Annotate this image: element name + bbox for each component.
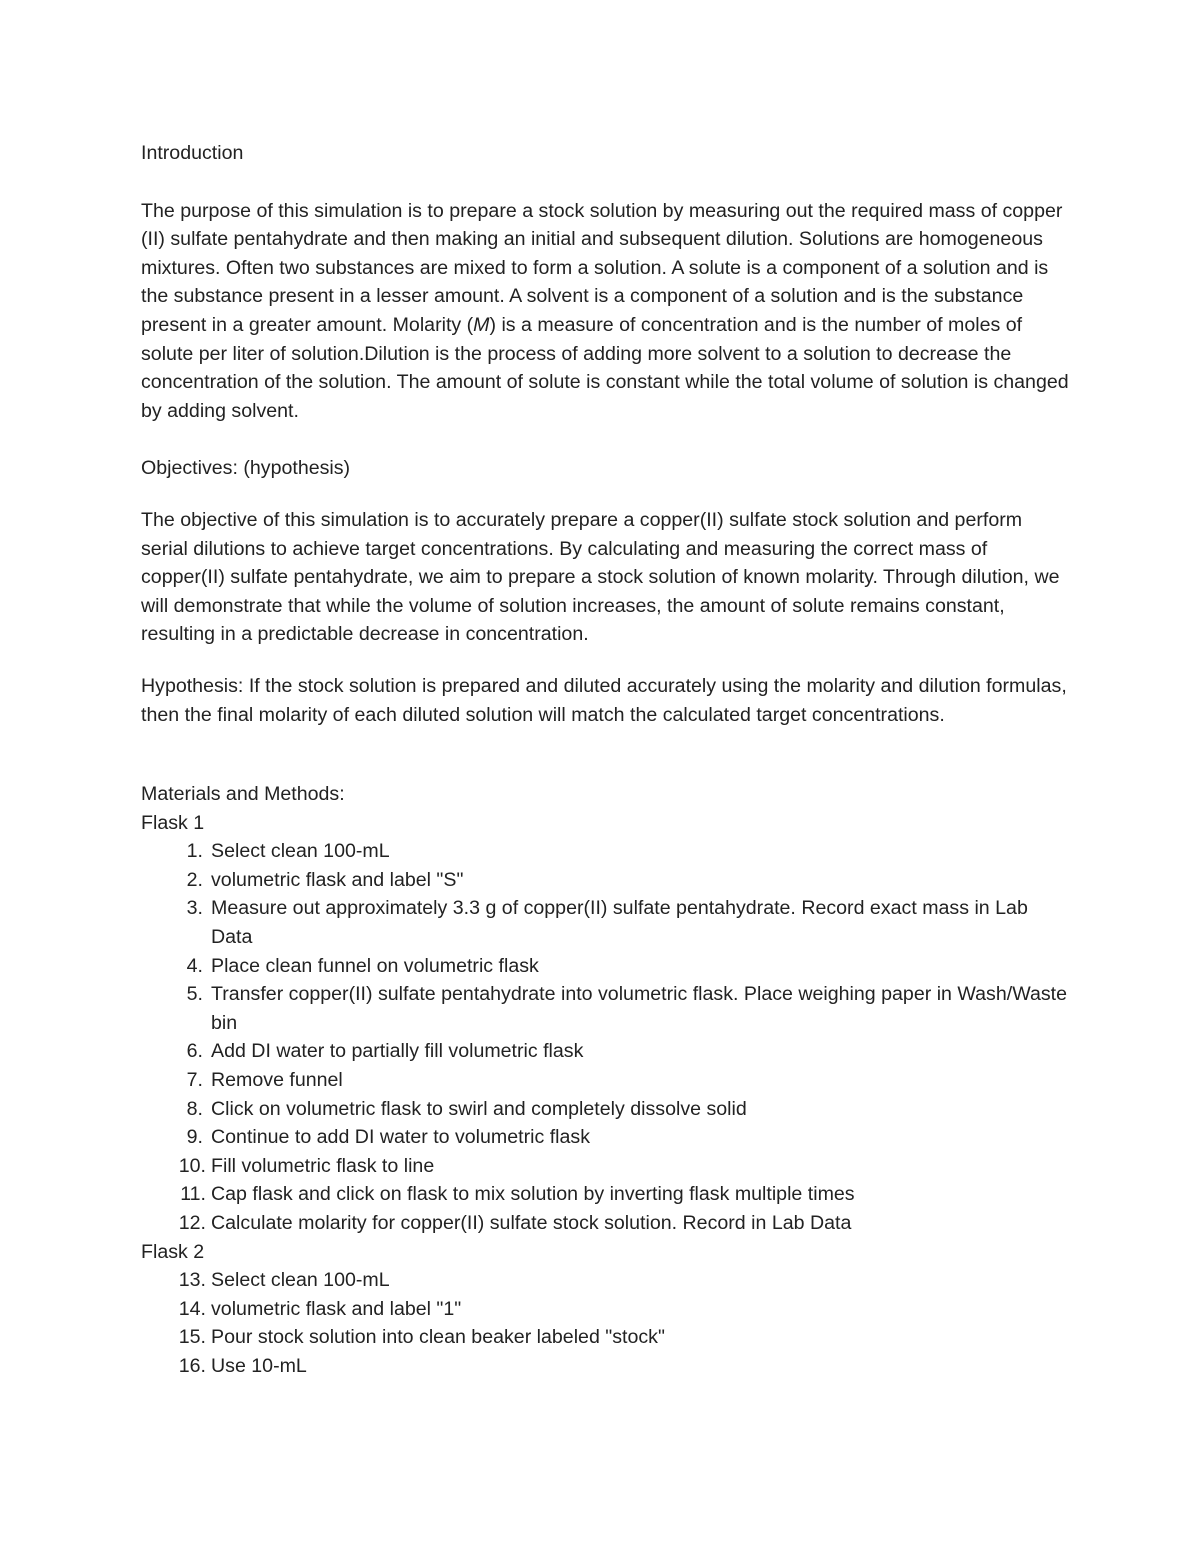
step-text: Use 10-mL <box>211 1354 307 1377</box>
step-number: 2. <box>186 868 203 891</box>
step-number: 12. <box>178 1212 206 1234</box>
list-item <box>141 1123 1071 1152</box>
list-item <box>141 1152 1071 1181</box>
step-text: volumetric flask and label "1" <box>211 1297 462 1320</box>
introduction-text-part1: The purpose of this simulation is to prepare a stock solution by measuring out the required mass of copper (II) sulfate pentahydrate and then making an initial and subsequent dilution. Solutions are homogeneous mixtures. Often two substances are mixed to form a solution. A solute is a component of a solution and is the substance present in a lesser amount. A solvent is a component of a solution and is the substance present in a greater amount. Molarity ( <box>141 199 1063 336</box>
step-number: 8. <box>186 1097 203 1120</box>
step-text: Place clean funnel on volumetric flask <box>211 954 539 977</box>
step-text: Select clean 100-mL <box>211 1269 390 1292</box>
step-text: Continue to add DI water to volumetric flask <box>211 1126 590 1149</box>
step-number: 15. <box>178 1326 206 1349</box>
step-text: Fill volumetric flask to line <box>211 1154 435 1177</box>
flask2-steps <box>141 1266 1071 1380</box>
step-number: 10. <box>178 1154 206 1177</box>
step-number: 9. <box>186 1126 203 1149</box>
introduction-heading: Introduction <box>141 142 244 164</box>
objectives-heading: Objectives: (hypothesis) <box>141 457 351 480</box>
list-item <box>141 952 1071 981</box>
molarity-symbol: M <box>473 313 490 336</box>
list-item <box>141 1209 1071 1238</box>
step-number: 11. <box>180 1183 206 1206</box>
list-item <box>141 866 1071 895</box>
step-number: 13. <box>178 1269 206 1292</box>
list-item <box>141 980 1071 1037</box>
step-text: Transfer copper(II) sulfate pentahydrate into volumetric flask. Place weighing paper in Wash/Waste bin <box>211 983 1067 1034</box>
list-item <box>141 1037 1071 1066</box>
introduction-paragraph <box>141 197 1071 426</box>
step-text: volumetric flask and label "S" <box>211 868 464 891</box>
methods-heading: Materials and Methods: <box>141 783 345 806</box>
step-text: Pour stock solution into clean beaker labeled "stock" <box>211 1326 665 1349</box>
list-item <box>141 1352 1071 1381</box>
step-number: 14. <box>178 1297 206 1320</box>
step-number: 7. <box>186 1069 203 1092</box>
list-item <box>141 837 1071 866</box>
flask1-label: Flask 1 <box>141 811 205 834</box>
list-item <box>141 1266 1071 1295</box>
flask1-steps <box>141 837 1071 1237</box>
list-item <box>141 1180 1071 1209</box>
step-text: Measure out approximately 3.3 g of copper(II) sulfate pentahydrate. Record exact mass in Lab Data <box>211 897 1028 949</box>
step-text: Calculate molarity for copper(II) sulfate stock solution. Record in Lab Data <box>211 1212 852 1234</box>
step-text: Select clean 100-mL <box>211 840 390 863</box>
step-number: 16. <box>178 1354 206 1377</box>
flask2-label: Flask 2 <box>141 1240 205 1263</box>
step-number: 3. <box>186 897 203 920</box>
step-text: Add DI water to partially fill volumetric flask <box>211 1040 584 1063</box>
step-text: Click on volumetric flask to swirl and completely dissolve solid <box>211 1097 747 1120</box>
list-item <box>141 1295 1071 1324</box>
list-item <box>141 1066 1071 1095</box>
introduction-text-part2: ) is a measure of concentration and is the number of moles of solute per liter of solution.Dilution is the process of adding more solvent to a solution to decrease the concentration of the solution. The amount of solute is constant while the total volume of solution is changed by adding solvent. <box>141 313 1069 422</box>
document-page <box>141 139 1071 1381</box>
list-item <box>141 1323 1071 1352</box>
list-item <box>141 894 1071 951</box>
step-number: 5. <box>186 983 203 1006</box>
step-text: Cap flask and click on flask to mix solution by inverting flask multiple times <box>211 1183 855 1206</box>
step-number: 4. <box>186 954 203 977</box>
step-text: Remove funnel <box>211 1069 343 1092</box>
hypothesis-paragraph: Hypothesis: If the stock solution is prepared and diluted accurately using the molarity and dilution formulas, then the final molarity of each diluted solution will match the calculated target concentrations. <box>141 674 1067 726</box>
list-item <box>141 1095 1071 1124</box>
step-number: 1. <box>186 840 203 863</box>
step-number: 6. <box>186 1040 203 1063</box>
objectives-paragraph: The objective of this simulation is to accurately prepare a copper(II) sulfate stock solution and perform serial dilutions to achieve target concentrations. By calculating and measuring the correct mass of copper(II) sulfate pentahydrate, we aim to prepare a stock solution of known molarity. Through dilution, we will demonstrate that while the volume of solution increases, the amount of solute remains constant, resulting in a predictable decrease in concentration. <box>141 508 1060 646</box>
